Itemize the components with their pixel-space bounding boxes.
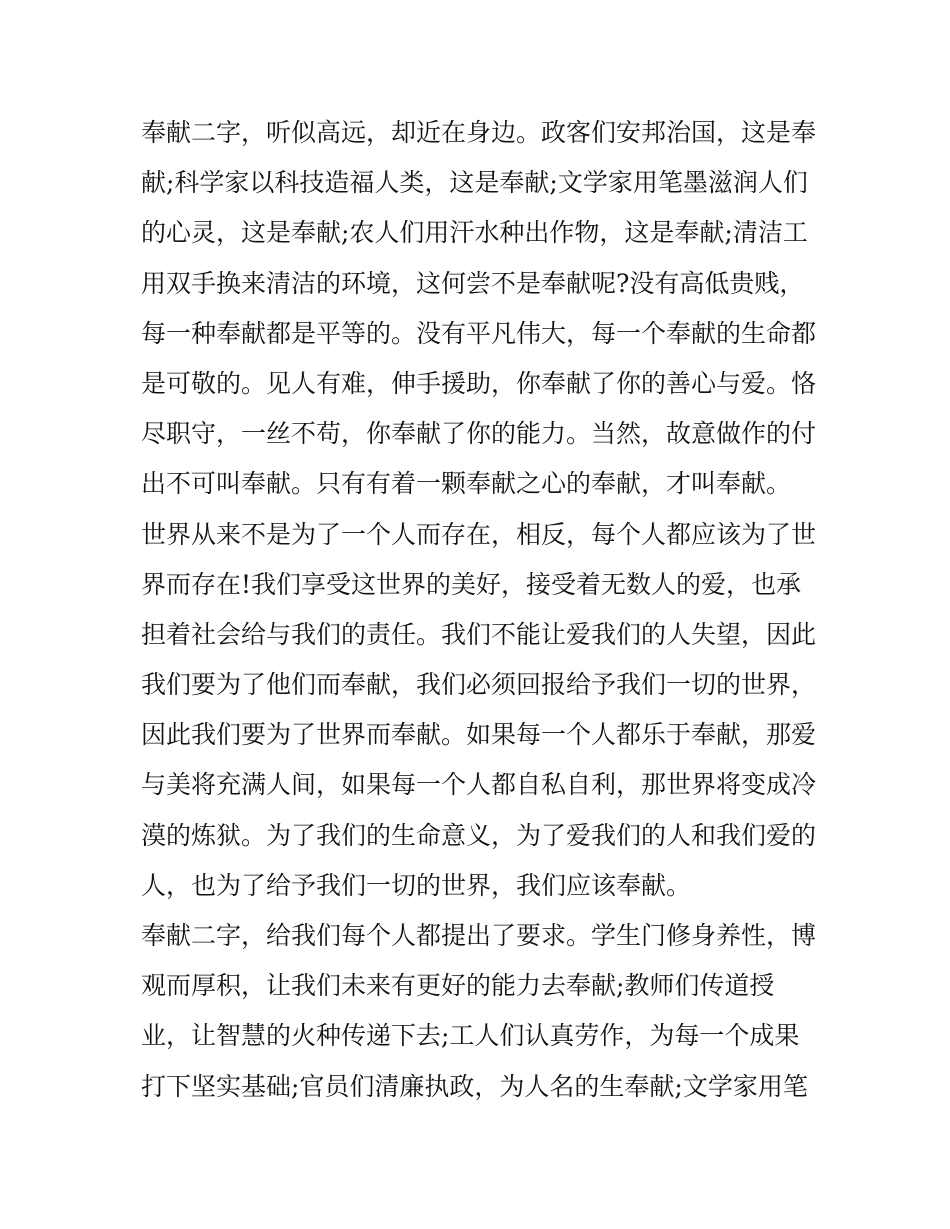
text-line: 每一种奉献都是平等的。没有平凡伟大，每一个奉献的生命都: [141, 318, 817, 348]
text-line: 尽职守，一丝不苟，你奉献了你的能力。当然，故意做作的付: [141, 419, 817, 449]
text-line: 是可敬的。见人有难，伸手援助，你奉献了你的善心与爱。恪: [141, 368, 817, 398]
text-line: 世界从来不是为了一个人而存在，相反，每个人都应该为了世: [141, 519, 817, 549]
text-line: 担着社会给与我们的责任。我们不能让爱我们的人失望，因此: [141, 619, 817, 649]
text-line: 的心灵，这是奉献;农人们用汗水种出作物，这是奉献;清洁工: [141, 218, 808, 248]
text-line: 我们要为了他们而奉献，我们必须回报给予我们一切的世界，: [141, 670, 817, 700]
text-line: 漠的炼狱。为了我们的生命意义，为了爱我们的人和我们爱的: [141, 820, 817, 850]
text-line: 用双手换来清洁的环境，这何尝不是奉献呢?没有高低贵贱，: [141, 268, 805, 298]
text-line: 献;科学家以科技造福人类，这是奉献;文学家用笔墨滋润人们: [141, 168, 808, 198]
text-line: 奉献二字，听似高远，却近在身边。政客们安邦治国，这是奉: [141, 118, 817, 147]
text-line: 与美将充满人间，如果每一个人都自私自利，那世界将变成冷: [141, 770, 817, 800]
text-line: 出不可叫奉献。只有有着一颗奉献之心的奉献，才叫奉献。: [141, 469, 792, 499]
text-line: 人，也为了给予我们一切的世界，我们应该奉献。: [141, 870, 692, 900]
text-line: 打下坚实基础;官员们清廉执政，为人名的生奉献;文学家用笔: [141, 1071, 808, 1101]
text-line: 观而厚积，让我们未来有更好的能力去奉献;教师们传道授: [141, 971, 775, 1001]
essay-body: [141, 108, 821, 1112]
text-line: 界而存在!我们享受这世界的美好，接受着无数人的爱，也承: [141, 569, 802, 599]
text-line: 奉献二字，给我们每个人都提出了要求。学生门修身养性，博: [141, 921, 817, 950]
text-line: 因此我们要为了世界而奉献。如果每一个人都乐于奉献，那爱: [141, 720, 817, 750]
text-line: 业，让智慧的火种传递下去;工人们认真劳作，为每一个成果: [141, 1021, 800, 1051]
